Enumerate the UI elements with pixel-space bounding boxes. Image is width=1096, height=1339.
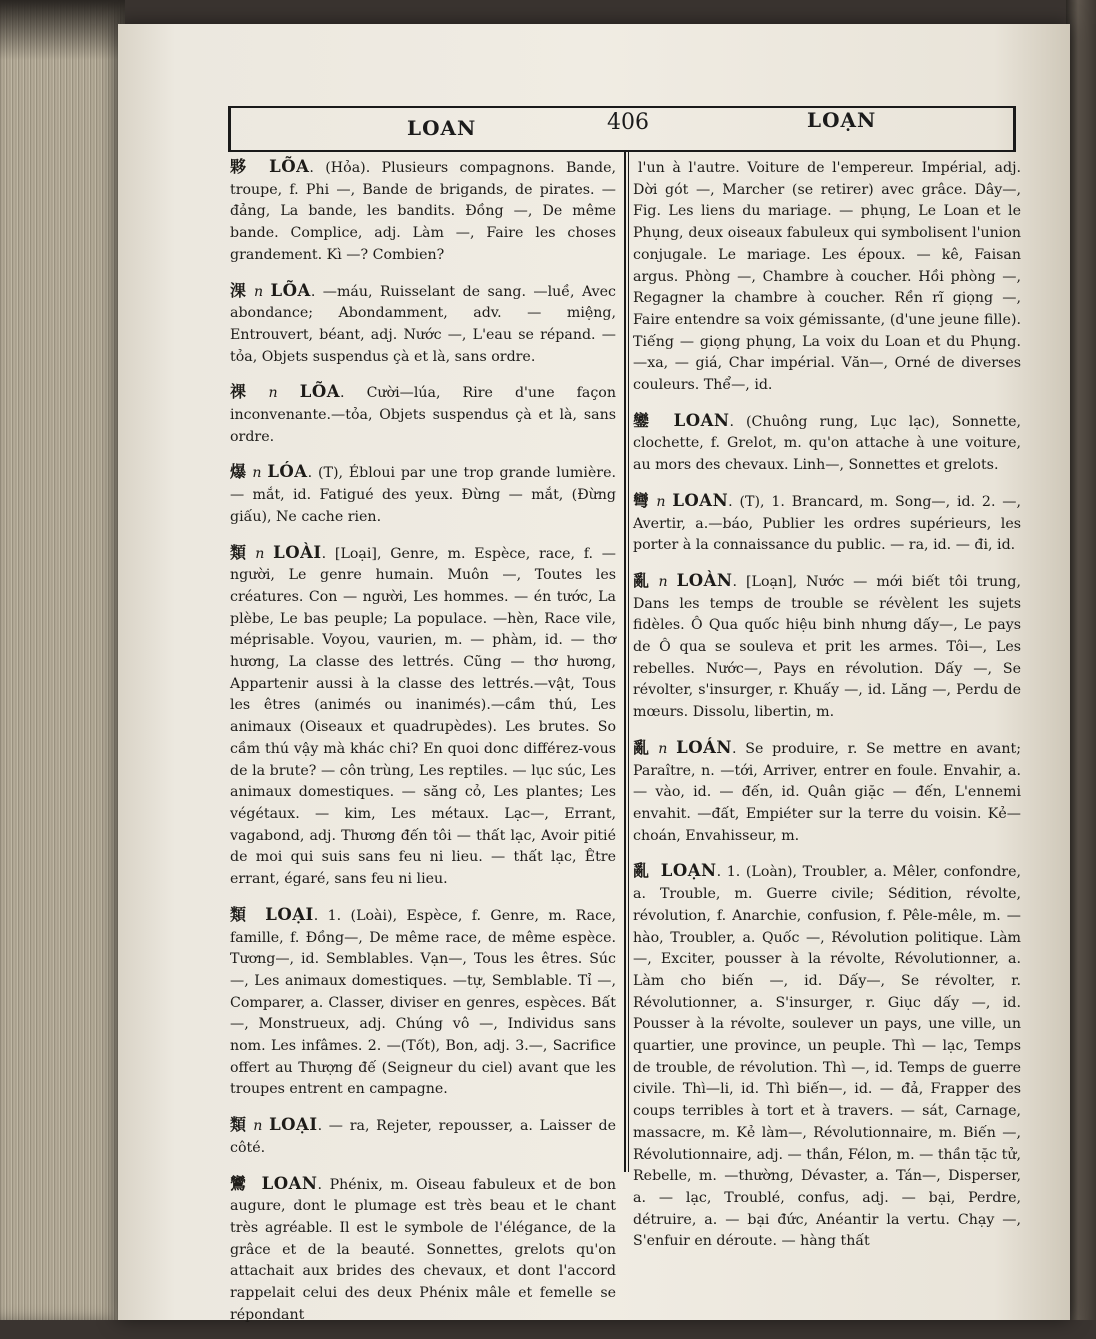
entry-body: . Phénix, m. Oiseau fabuleux et de bon augure, dont le plumage est très beau et le chant très agréable. Il est le symbole de l'élégance, de la grâce et de la beauté. Sonnettes, grelots qu'on attachait aux brides des chevaux, et dont l'accord rappelait celui des deux Phénix mâle et femelle se répondant xyxy=(230,1176,616,1323)
entry-body: . — ra, Rejeter, repousser, a. Laisser de côté. xyxy=(230,1118,616,1156)
column-divider xyxy=(624,150,629,1172)
entry-pos: n xyxy=(658,573,668,590)
entry-pos: n xyxy=(658,740,668,757)
entry-body: . —máu, Ruisselant de sang. —luề, Avec abondance; Abondamment, adv. — miệng, Entrouvert, béant, adj. Nước —, L'eau se répand. — tỏa, Objets suspendus çà et là, sans ordre. xyxy=(230,283,616,365)
dictionary-entry xyxy=(633,860,1021,1253)
entry-body: . Se produire, r. Se mettre en avant; Paraître, n. —tới, Arriver, entrer en foule. Envahir, a. — vào, id. — đến, id. Quân giặc — đến, L'ennemi envahit. —đất, Empiéter sur la terre du voisin. Kẻ—choán, Envahisseur, m. xyxy=(633,740,1021,844)
entry-pos: n xyxy=(268,385,278,402)
dictionary-entry xyxy=(230,461,616,528)
entry-body: l'un à l'autre. Voiture de l'empereur. Impérial, adj. Dời gót —, Marcher (se retirer) avec grâce. Dây—, Fig. Les liens du mariage. — phụng, Le Loan et le Phụng, deux oiseaux fabuleux qui symbolisent l'union conjugale. Le mariage. Les époux. — kê, Faisan argus. Phòng —, Chambre à coucher. Hồi phòng —, Regagner la chambre à coucher. Rền rĩ giọng —, Faire entendre sa voix gémissante, (d'une jeune fille). Tiếng — giọng phụng, La voix du Loan et du Phụng. —xa, — giá, Char impérial. Văn—, Orné de diverses couleurs. Thể—, id. xyxy=(633,160,1021,394)
entry-headword: LOAN xyxy=(261,1173,318,1193)
dictionary-entry xyxy=(230,381,616,448)
page-header xyxy=(228,106,1016,152)
entry-pos: n xyxy=(253,1118,263,1135)
entry-headword: LOẠI xyxy=(265,904,314,924)
entry-headword: LOAN xyxy=(672,490,729,510)
entry-body: . [Loạn], Nước — mới biết tôi trung, Dans les temps de trouble se révèlent les sujets fidèles. Ô Qua quốc hiệu binh nhưng dấy—, Le pays de Ô qua se souleva et prit les armes. Tôi—, Les rebelles. Nước—, Pays en révolution. Dấy —, Se révolter, s'insurger, r. Khuấy —, id. Lăng —, Perdu de mœurs. Dissolu, libertin, m. xyxy=(633,573,1021,721)
dictionary-entry xyxy=(230,1173,616,1327)
dictionary-entry xyxy=(230,542,616,891)
entry-headword: LÕA xyxy=(270,280,311,300)
entry-body: . (Chuông rung, Lục lạc), Sonnette, clochette, f. Grelot, m. qu'on attache à une voiture, au mors des chevaux. Linh—, Sonnettes et grelots. xyxy=(633,413,1021,474)
entry-headword: LÕA xyxy=(299,382,341,402)
entry-headword: LOÁN xyxy=(676,737,732,757)
dictionary-entry xyxy=(230,1114,616,1159)
entry-headword: LOẠI xyxy=(269,1115,318,1135)
header-right-word: LOẠN xyxy=(807,108,877,132)
entry-headword: LOÀI xyxy=(273,542,322,562)
entry-character: 夥 xyxy=(230,157,253,176)
entry-character: 爆 xyxy=(230,462,248,482)
entry-character: 類 xyxy=(230,1115,249,1135)
entry-character: 類 xyxy=(230,904,251,924)
entry-pos: n xyxy=(253,283,264,300)
entry-body: . Cười—lúa, Rire d'une façon inconvenante.—tỏa, Objets suspendus çà et là, sans ordre. xyxy=(230,385,616,445)
entry-headword: LÓA xyxy=(267,462,308,482)
entry-pos: n xyxy=(255,545,265,562)
dictionary-entry xyxy=(633,570,1021,724)
entry-character: 亂 xyxy=(633,570,654,590)
entry-character: 祼 xyxy=(230,382,264,402)
right-column xyxy=(633,156,1021,1266)
dictionary-entry xyxy=(633,737,1021,848)
entry-headword: LÕA xyxy=(269,157,310,176)
entry-pos: n xyxy=(252,465,262,482)
dictionary-entry xyxy=(633,490,1021,557)
book-shadow xyxy=(0,0,125,60)
entry-character: 鸞 xyxy=(230,1173,250,1193)
entry-character: 亂 xyxy=(633,737,654,757)
book-page-edges xyxy=(0,0,125,1320)
entry-body: . (Hỏa). Plusieurs compagnons. Bande, troupe, f. Phi —, Bande de brigands, de pirates. — đảng, La bande, les bandits. Đồng —, De même bande. Complice, adj. Làm —, Faire les choses grandement. Kì —? Combien? xyxy=(230,160,616,263)
header-left-word: LOAN xyxy=(407,116,477,140)
entry-body: . 1. (Loài), Espèce, f. Genre, m. Race, famille, f. Đồng—, De même race, de même espèce. Tương—, id. Semblables. Vạn—, Tous les êtres. Súc —, Les animaux domestiques. —tự, Semblable. Tỉ —, Comparer, a. Classer, diviser en genres, espèces. Bất —, Monstrueux, adj. Chúng vô —, Individus sans nom. Les infâmes. 2. —(Tốt), Bon, adj. 3.—, Sacrifice offert au Thượng đế (Seigneur du ciel) avant que les troupes entrent en campagne. xyxy=(230,907,616,1098)
dictionary-entry xyxy=(230,156,616,267)
entry-pos: n xyxy=(656,493,666,510)
entry-character: 亂 xyxy=(633,861,651,881)
entry-character: 類 xyxy=(230,542,251,562)
entry-body: . (T), 1. Brancard, m. Song—, id. 2. —, Avertir, a.—báo, Publier les ordres supérieurs, les porter à la connaissance du public. — ra, id. — đi, id. xyxy=(633,493,1021,554)
entry-headword: LOAN xyxy=(673,410,730,430)
dictionary-entry xyxy=(230,904,616,1101)
left-column xyxy=(230,156,616,1339)
entry-character: 彎 xyxy=(633,490,652,510)
dictionary-entry xyxy=(633,410,1021,477)
dictionary-entry xyxy=(633,156,1021,397)
dictionary-entry xyxy=(230,280,616,369)
book-spine-right xyxy=(1066,0,1096,1320)
entry-body: . 1. (Loàn), Troubler, a. Mêler, confondre, a. Trouble, m. Guerre civile; Sédition, révolte, révolution, f. Anarchie, confusion, f. Pêle-mêle, m. — hào, Troubler, a. Quốc —, Révolution politique. Làm —, Exciter, pousser à la révolte, Révolutionner, a. Làm cho biến —, id. Dấy—, Se révolter, r. Révolutionner, a. S'insurger, r. Giục dấy —, id. Pousser à la révolte, soulever un pays, une ville, un quartier, une province, un peuple. Thì — lạc, Temps de trouble, de révolution. Thì —, id. Temps de guerre civile. Thì—li, id. Thì biến—, id. — đả, Frapper des coups terribles à tort et à travers. — sát, Carnage, massacre, m. Kẻ làm—, Révolutionnaire, m. Biến —, Révolutionnaire, adj. — thần, Félon, m. — thần tặc tử, Rebelle, m. —thường, Dévaster, a. Tán—, Disperser, a. — lạc, Troublé, confus, adj. — bại, Perdre, détruire, a. — bại đức, Anéantir la vertu. Chạy —, S'enfuir en déroute. — hàng thất xyxy=(633,864,1021,1250)
entry-body: . [Loại], Genre, m. Espèce, race, f. — người, Le genre humain. Muôn —, Toutes les créatures. Con — người, Les hommes. — én tước, La plèbe, Le bas peuple; La populace. —hèn, Race vile, méprisable. Voyou, vaurien, m. — phàm, id. — thơ hương, La classe des lettrés. Cũng — thơ hương, Appartenir aussi à la classe des lettrés.—vật, Tous les êtres (animés ou inanimés).—cầm thú, Les animaux (Oiseaux et quadrupèdes). Les brutes. So cầm thú vậy mà khác chi? En quoi donc différez-vous de la brute? — côn trùng, Les reptiles. — lục súc, Les animaux domestiques. — săng cỏ, Les plantes; Les végétaux. — kim, Les métaux. Lạc—, Errant, vagabond, adj. Thương đến tôi — thất lạc, Avoir pitié de moi qui suis sans feu ni lieu. — thất lạc, Être errant, égaré, sans feu ni lieu. xyxy=(230,545,616,888)
entry-character: 淉 xyxy=(230,280,249,300)
entry-headword: LOẠN xyxy=(660,861,717,881)
entry-character: 鑾 xyxy=(633,410,657,430)
entry-headword: LOÀN xyxy=(676,570,733,590)
page-number: 406 xyxy=(607,110,649,135)
entry-body: . (T), Ébloui par une trop grande lumière. — mắt, id. Fatigué des yeux. Đừng — mắt, (Đừng giấu), Ne cache rien. xyxy=(230,465,616,525)
